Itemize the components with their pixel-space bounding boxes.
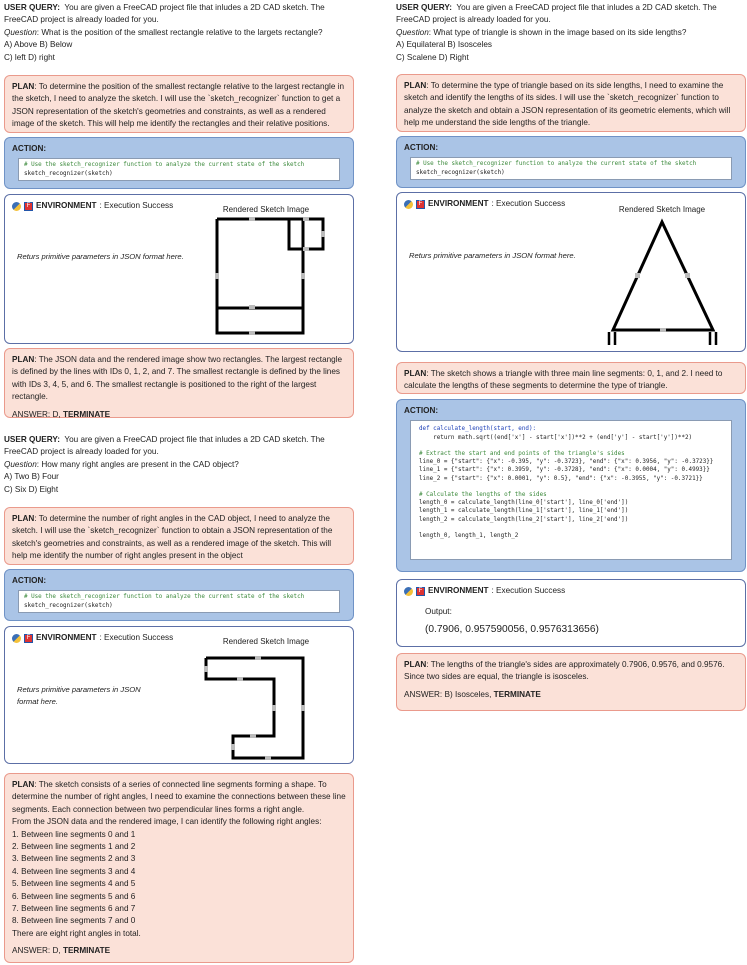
code-call: sketch_recognizer(sketch) bbox=[24, 602, 113, 609]
code-line: # Calculate the lengths of the sides bbox=[419, 492, 547, 499]
env-status: : Execution Success bbox=[491, 586, 566, 595]
question-label: Question bbox=[4, 27, 37, 37]
sketch-rectangles bbox=[5, 195, 135, 325]
env-label: ENVIRONMENT bbox=[428, 199, 489, 208]
plan-panel-2 bbox=[4, 348, 354, 418]
plan-label: PLAN bbox=[404, 660, 427, 669]
env-label: ENVIRONMENT bbox=[428, 586, 489, 595]
plan-panel-6 bbox=[396, 362, 746, 394]
action-label: ACTION: bbox=[12, 576, 47, 585]
code-line: line_1 = {"start": {"x": 0.3959, "y": -0.3728}, "end": {"x": 0.0004, "y": 0.4993}} bbox=[419, 467, 710, 474]
code-call: sketch_recognizer(sketch) bbox=[24, 170, 113, 177]
code-line bbox=[419, 442, 723, 450]
code-line: # Extract the start and end points of the triangle's sides bbox=[419, 451, 625, 458]
sketch-shape bbox=[5, 627, 135, 757]
plan-label: PLAN bbox=[12, 355, 35, 364]
options-line-2: C) left D) right bbox=[4, 52, 55, 62]
returns-text: Returs primitive parameters in JSON format here. bbox=[17, 685, 141, 706]
query-label: USER QUERY: bbox=[4, 3, 60, 12]
query-intro: You are given a FreeCAD project file that inludes a 2D CAD sketch. The FreeCAD project is already loaded for you. bbox=[4, 435, 325, 457]
code-block bbox=[18, 590, 340, 612]
plan-label: PLAN bbox=[12, 82, 35, 91]
action-panel-3 bbox=[396, 136, 746, 188]
list-item: 8. Between line segments 7 and 0 bbox=[12, 916, 136, 926]
code-line: length_0 = calculate_length(line_0['start'], line_0['end']) bbox=[419, 500, 629, 507]
list-item: 3. Between line segments 2 and 3 bbox=[12, 854, 136, 864]
freecad-icon: F bbox=[24, 202, 33, 211]
environment-panel-1 bbox=[4, 194, 354, 344]
question-text: : What type of triangle is shown in the image based on its side lengths? bbox=[428, 27, 687, 37]
freecad-icon: F bbox=[416, 587, 425, 596]
plan-text: : The JSON data and the rendered image show two rectangles. The largest rectangle is defined by the lines with IDs 0, 1, 2, and 7. The smallest rectangle is defined by the lines with IDs 3, 4, 5, and 6. The smallest rectangle is positioned to the right of the largest rectangle. bbox=[12, 355, 343, 402]
plan-panel-1 bbox=[4, 75, 354, 133]
query-intro: You are given a FreeCAD project file that inludes a 2D CAD sketch. The FreeCAD project is already loaded for you. bbox=[396, 3, 717, 25]
user-query-2 bbox=[4, 434, 354, 496]
action-label: ACTION: bbox=[404, 406, 439, 415]
python-icon bbox=[404, 587, 413, 596]
query-intro: You are given a FreeCAD project file that inludes a 2D CAD sketch. The FreeCAD project is already loaded for you. bbox=[4, 3, 325, 25]
connected-shape bbox=[206, 658, 303, 758]
code-line: line_0 = {"start": {"x": -0.395, "y": -0.3723}, "end": {"x": 0.3956, "y": -0.3723}} bbox=[419, 459, 714, 466]
answer-prefix: ANSWER: D, bbox=[12, 946, 63, 956]
plan-label: PLAN bbox=[404, 81, 427, 90]
answer-prefix: ANSWER: D, bbox=[12, 409, 63, 419]
plan-panel-4 bbox=[4, 773, 354, 963]
plan-label: PLAN bbox=[12, 780, 35, 789]
code-line bbox=[419, 524, 723, 532]
action-panel-1 bbox=[4, 137, 354, 189]
plan-text: : To determine the number of right angles in the CAD object, I need to analyze the sketch. I will use the `sketch_recognizer` function to obtain a JSON representation of the sketch's geometries and constraints, as well as a rendered image of the sketch. This will help me identify the number of right angles present in the object bbox=[12, 514, 333, 561]
code-line bbox=[419, 483, 723, 491]
options-line-1: A) Above B) Below bbox=[4, 40, 73, 50]
answer-terminate: TERMINATE bbox=[62, 409, 111, 419]
env-label: ENVIRONMENT bbox=[36, 201, 97, 210]
code-comment: # Use the sketch_recognizer function to analyze the current state of the sketch bbox=[416, 161, 697, 168]
question-text: : What is the position of the smallest rectangle relative to the largets rectangle? bbox=[36, 27, 323, 37]
environment-panel-2 bbox=[4, 626, 354, 764]
env-status: : Execution Success bbox=[491, 199, 566, 208]
rendered-sketch-title: Rendered Sketch Image bbox=[618, 205, 706, 214]
list-item: 4. Between line segments 3 and 4 bbox=[12, 866, 136, 876]
plan-text: : The sketch shows a triangle with three main line segments: 0, 1, and 2. I need to calculate the lengths of these segments to determine the type of triangle. bbox=[404, 369, 723, 391]
action-label: ACTION: bbox=[404, 143, 439, 152]
options-line-2: C) Six D) Eight bbox=[4, 484, 59, 494]
query-label: USER QUERY: bbox=[4, 435, 60, 444]
code-block bbox=[410, 157, 732, 179]
answer-line bbox=[12, 409, 346, 421]
code-line: def calculate_length(start, end): bbox=[419, 426, 537, 433]
plan-label: PLAN bbox=[12, 514, 35, 523]
output-value: (0.7906, 0.957590056, 0.9576313656) bbox=[425, 623, 599, 635]
code-comment: # Use the sketch_recognizer function to analyze the current state of the sketch bbox=[24, 594, 305, 601]
list-item: 5. Between line segments 4 and 5 bbox=[12, 879, 136, 889]
list-item: 1. Between line segments 0 and 1 bbox=[12, 829, 136, 839]
rendered-sketch-title: Rendered Sketch Image bbox=[222, 637, 310, 646]
code-block bbox=[410, 420, 732, 560]
code-line: length_2 = calculate_length(line_2['start'], line_2['end']) bbox=[419, 516, 629, 523]
plan-text: : To determine the position of the smallest rectangle relative to the largest rectangle in the sketch, I need to analyze the sketch. I will use the `sketch_recognizer` function to get a JSON representation of the sketch's geometries and constraints, as well as a rendered image of the sketch. This will help me identify the rectangles and their relative positions. bbox=[12, 82, 345, 129]
action-label: ACTION: bbox=[12, 144, 47, 153]
options-line-2: C) Scalene D) Right bbox=[396, 52, 469, 62]
options-line-1: A) Two B) Four bbox=[4, 472, 59, 482]
question-text: : How many right angles are present in the CAD object? bbox=[36, 459, 239, 469]
env-header bbox=[404, 585, 738, 597]
returns-text: Returs primitive parameters in JSON format here. bbox=[409, 251, 576, 260]
plan-summary: There are eight right angles in total. bbox=[12, 928, 141, 938]
question-label: Question bbox=[396, 27, 429, 37]
options-line-1: A) Equilateral B) Isosceles bbox=[396, 40, 493, 50]
answer-prefix: ANSWER: B) Isosceles, bbox=[404, 689, 494, 699]
answer-terminate: TERMINATE bbox=[62, 946, 111, 956]
query-label: USER QUERY: bbox=[396, 3, 452, 12]
code-block bbox=[18, 158, 340, 180]
answer-line bbox=[404, 689, 738, 701]
env-status: : Execution Success bbox=[99, 201, 174, 210]
env-status: : Execution Success bbox=[99, 633, 174, 642]
returns-text: Returs primitive parameters in JSON format here. bbox=[17, 252, 184, 261]
list-item: 6. Between line segments 5 and 6 bbox=[12, 891, 136, 901]
code-line: line_2 = {"start": {"x": 0.0001, "y": 0.5}, "end": {"x": -0.3955, "y": -0.3721}} bbox=[419, 475, 703, 482]
rendered-sketch-title: Rendered Sketch Image bbox=[222, 205, 310, 214]
plan-label: PLAN bbox=[404, 369, 427, 378]
code-line: length_1 = calculate_length(line_1['start'], line_1['end']) bbox=[419, 508, 629, 515]
list-item: 2. Between line segments 1 and 2 bbox=[12, 842, 136, 852]
code-call: sketch_recognizer(sketch) bbox=[416, 169, 505, 176]
right-angle-list bbox=[12, 829, 346, 928]
code-line: return math.sqrt((end['x'] - start['x'])**2 + (end['y'] - start['y'])**2) bbox=[419, 434, 693, 441]
environment-panel-3 bbox=[396, 192, 746, 352]
plan-text: : The sketch consists of a series of connected line segments forming a shape. To determine the number of right angles, I need to examine the connections between these line segments. Each connection between two perpendicular lines forms a right angle. bbox=[12, 780, 346, 814]
triangle-shape bbox=[613, 222, 713, 330]
question-label: Question bbox=[4, 459, 37, 469]
user-query-1 bbox=[4, 2, 354, 64]
plan-text-2: From the JSON data and the rendered image, I can identify the following right angles: bbox=[12, 817, 322, 827]
code-comment: # Use the sketch_recognizer function to analyze the current state of the sketch bbox=[24, 162, 305, 169]
plan-panel-7 bbox=[396, 653, 746, 711]
freecad-icon: F bbox=[24, 634, 33, 643]
plan-panel-3 bbox=[4, 507, 354, 565]
plan-text: : The lengths of the triangle's sides are approximately 0.7906, 0.9576, and 0.9576. Since two sides are equal, the triangle is isosceles. bbox=[404, 660, 725, 682]
list-item: 7. Between line segments 6 and 7 bbox=[12, 904, 136, 914]
env-label: ENVIRONMENT bbox=[36, 633, 97, 642]
small-rectangle bbox=[289, 219, 323, 249]
environment-panel-4 bbox=[396, 579, 746, 647]
action-panel-4 bbox=[396, 399, 746, 572]
output-label: Output: bbox=[425, 607, 452, 617]
plan-panel-5 bbox=[396, 74, 746, 132]
answer-terminate: TERMINATE bbox=[493, 689, 541, 699]
action-panel-2 bbox=[4, 569, 354, 621]
freecad-icon: F bbox=[416, 200, 425, 209]
answer-line bbox=[12, 945, 346, 957]
user-query-3 bbox=[396, 2, 746, 64]
code-line: length_0, length_1, length_2 bbox=[419, 533, 519, 540]
sketch-triangle bbox=[397, 193, 547, 343]
plan-text: : To determine the type of triangle based on its side lengths, I need to examine the sketch and identify the lengths of its sides. I will use the `sketch_recognizer` function to analyze the sketch and obtain a JSON representation of its geometric elements, which will help me understand the side lengths of the triangle. bbox=[404, 81, 731, 128]
